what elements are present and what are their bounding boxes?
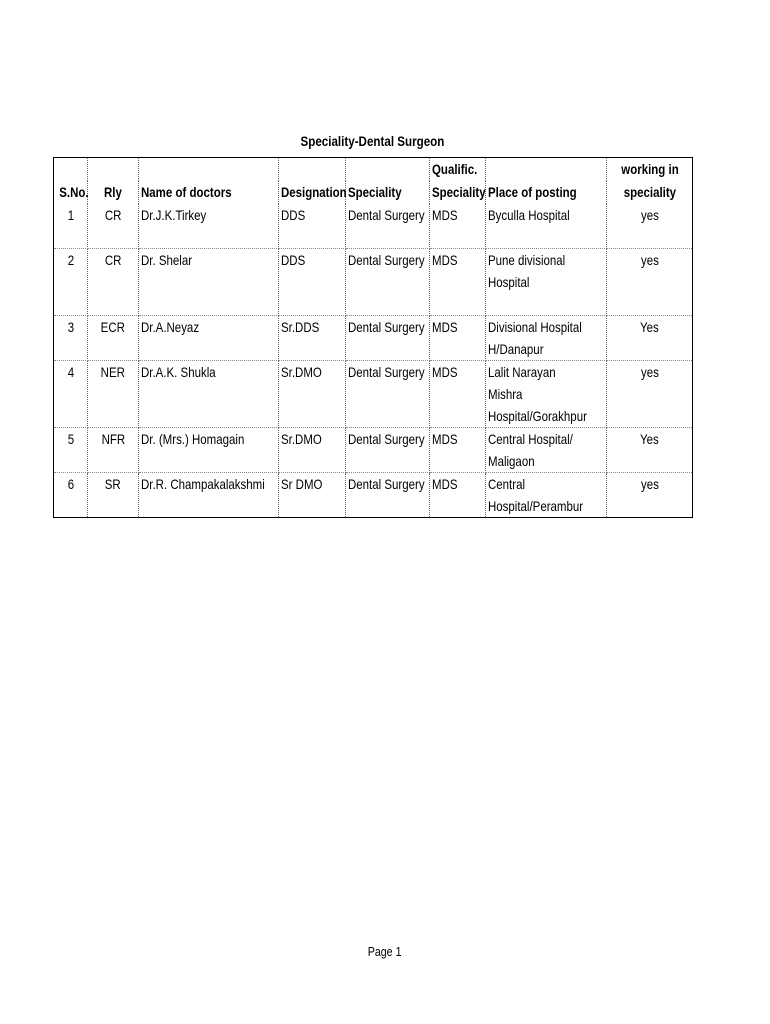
- cell-designation: DDS: [279, 249, 346, 316]
- table-row: [54, 204, 693, 249]
- cell-designation: Sr.DMO: [279, 361, 346, 428]
- table-row: [54, 316, 693, 361]
- cell-designation: Sr.DMO: [279, 428, 346, 473]
- cell-speciality: Dental Surgery: [346, 428, 430, 473]
- cell-speciality: Dental Surgery: [346, 249, 430, 316]
- cell-qualification: MDS: [430, 361, 486, 428]
- cell-sno: 4: [54, 361, 88, 428]
- cell-name: Dr. (Mrs.) Homagain: [139, 428, 279, 473]
- cell-rly: ECR: [88, 316, 139, 361]
- table-row: [54, 428, 693, 473]
- cell-speciality: Dental Surgery: [346, 473, 430, 518]
- cell-working: yes: [607, 249, 693, 316]
- cell-working: Yes: [607, 428, 693, 473]
- cell-working: yes: [607, 361, 693, 428]
- cell-qualification: MDS: [430, 204, 486, 249]
- cell-sno: 3: [54, 316, 88, 361]
- header-working-line1: working in: [620, 161, 679, 177]
- cell-posting: Divisional Hospital H/Danapur: [486, 316, 607, 361]
- page-title: Speciality-Dental Surgeon: [300, 134, 445, 149]
- header-blank: [279, 158, 346, 182]
- header-speciality: Speciality: [346, 181, 430, 204]
- table-row: [54, 361, 693, 428]
- cell-name: Dr.J.K.Tirkey: [139, 204, 279, 249]
- header-qualific-line2: Speciality: [430, 181, 486, 204]
- cell-speciality: Dental Surgery: [346, 361, 430, 428]
- table-header-row-top: [54, 158, 693, 182]
- table-header-row: [54, 181, 693, 204]
- header-blank: [54, 158, 88, 182]
- cell-speciality: Dental Surgery: [346, 204, 430, 249]
- header-designation: Designation: [279, 181, 346, 204]
- cell-posting: Lalit Narayan Mishra Hospital/Gorakhpur: [486, 361, 607, 428]
- cell-rly: CR: [88, 204, 139, 249]
- header-blank: [346, 158, 430, 182]
- cell-qualification: MDS: [430, 473, 486, 518]
- table-row: [54, 249, 693, 316]
- cell-speciality: Dental Surgery: [346, 316, 430, 361]
- cell-sno: 1: [54, 204, 88, 249]
- header-blank: [139, 158, 279, 182]
- header-qualific-line1: Qualific.: [430, 158, 486, 182]
- cell-designation: Sr DMO: [279, 473, 346, 518]
- cell-name: Dr.R. Champakalakshmi: [139, 473, 279, 518]
- cell-name: Dr.A.K. Shukla: [139, 361, 279, 428]
- cell-name: Dr.A.Neyaz: [139, 316, 279, 361]
- cell-working: yes: [640, 476, 659, 492]
- cell-designation: DDS: [279, 204, 346, 249]
- header-blank: [486, 158, 607, 182]
- header-rly: Rly: [88, 181, 139, 204]
- cell-rly: NFR: [88, 428, 139, 473]
- header-name: Name of doctors: [139, 181, 279, 204]
- cell-working: yes: [607, 204, 693, 249]
- cell-posting: Central Hospital/Perambur: [486, 473, 607, 518]
- cell-sno: 6: [54, 473, 88, 518]
- doctors-table: [53, 157, 693, 518]
- cell-sno: 2: [54, 249, 88, 316]
- cell-rly: CR: [88, 249, 139, 316]
- header-posting: Place of posting: [486, 181, 607, 204]
- cell-designation: Sr.DDS: [279, 316, 346, 361]
- table-row: [54, 473, 693, 518]
- cell-sno: 5: [54, 428, 88, 473]
- cell-posting: Pune divisional Hospital: [486, 249, 607, 316]
- header-blank: [88, 158, 139, 182]
- cell-name: Dr. Shelar: [139, 249, 279, 316]
- cell-posting: Byculla Hospital: [486, 204, 607, 249]
- cell-qualification: MDS: [430, 316, 486, 361]
- cell-posting: Central Hospital/ Maligaon: [486, 428, 607, 473]
- doctors-table-container: [53, 157, 693, 518]
- cell-working: Yes: [607, 316, 693, 361]
- cell-qualification: MDS: [430, 428, 486, 473]
- header-working-line2: speciality: [623, 184, 676, 200]
- cell-qualification: MDS: [430, 249, 486, 316]
- page-footer: Page 1: [368, 944, 402, 959]
- header-sno: S.No.: [54, 181, 88, 204]
- cell-rly: SR: [88, 473, 139, 518]
- cell-rly: NER: [88, 361, 139, 428]
